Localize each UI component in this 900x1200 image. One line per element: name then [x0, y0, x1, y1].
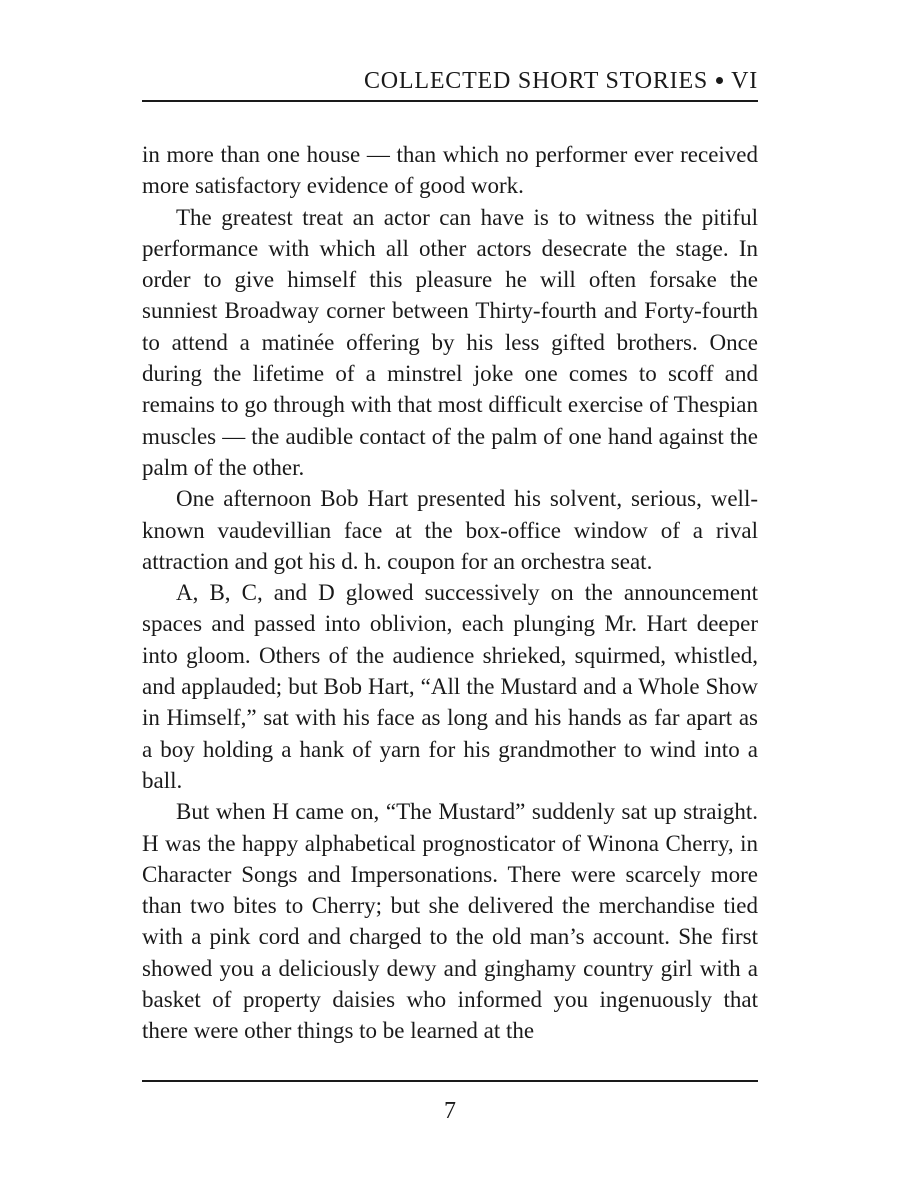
page-body	[142, 139, 758, 1047]
header-volume-number: VI	[731, 68, 758, 94]
header-rule	[142, 100, 758, 102]
bullet-separator-icon	[716, 77, 723, 84]
header-book-title: COLLECTED SHORT STORIES	[363, 68, 709, 94]
page-number: 7	[444, 1098, 456, 1124]
running-header	[142, 66, 758, 96]
paragraph: The greatest treat an actor can have is to witness the pitiful performance with which all other actors desecrate the stage. In order to give himself this pleasure he will often forsake the sunniest Broadway corner between Thirty-fourth and Forty-fourth to attend a matinée offering by his less gifted brothers. Once during the lifetime of a minstrel joke one comes to scoff and remains to go through with that most difficult exercise of Thespian muscles — the audible contact of the palm of one hand against the palm of the other.	[142, 204, 758, 480]
paragraph-continuation: in more than one house — than which no performer ever received more satisfactory evidence of good work.	[142, 142, 758, 199]
paragraph: But when H came on, “The Mustard” suddenly sat up straight. H was the happy alphabetical prognosticator of Winona Cherry, in Character Songs and Impersonations. There were scarcely more than two bites to Cherry; but she delivered the merchandise tied with a pink cord and charged to the old man’s account. She first showed you a deliciously dewy and ginghamy country girl with a basket of property daisies who informed you ingenuously that there were other things to be learned at the	[142, 799, 758, 1044]
paragraph: One afternoon Bob Hart presented his solvent, serious, well-known vaudevillian face at the box-office window of a rival attraction and got his d. h. coupon for an orchestra seat.	[142, 486, 758, 574]
footer-rule	[142, 1080, 758, 1082]
paragraph: A, B, C, and D glowed successively on the announcement spaces and passed into oblivion, each plunging Mr. Hart deeper into gloom. Others of the audience shrieked, squirmed, whistled, and applauded; but Bob Hart, “All the Mustard and a Whole Show in Himself,” sat with his face as long and his hands as far apart as a boy holding a hank of yarn for his grandmother to wind into a ball.	[142, 580, 758, 793]
